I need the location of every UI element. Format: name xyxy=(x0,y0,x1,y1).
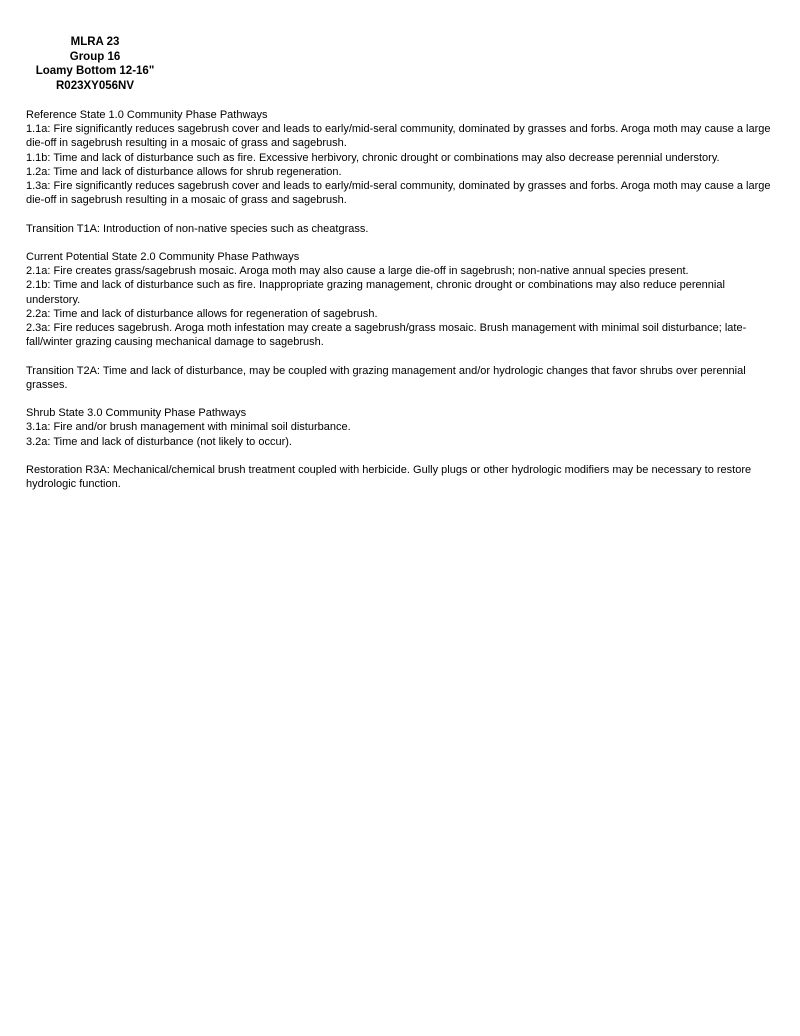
pathway-1-3a: 1.3a: Fire significantly reduces sagebrush cover and leads to early/mid-seral community, dominated by grasses and forbs. Aroga moth may cause a large die-off in sagebrush resulting in a mosaic of grass and sagebrush. xyxy=(26,180,771,207)
transition-t1a-section xyxy=(26,222,774,236)
current-state-section xyxy=(26,250,774,349)
group-label: Group 16 xyxy=(69,50,121,63)
reference-state-title: Reference State 1.0 Community Phase Pathways xyxy=(26,109,268,121)
shrub-state-title: Shrub State 3.0 Community Phase Pathways xyxy=(26,407,247,420)
shrub-state-section xyxy=(26,406,774,449)
pathway-2-3a: 2.3a: Fire reduces sagebrush. Aroga moth infestation may create a sagebrush/grass mosaic. Brush management with minimal soil disturbance; late-fall/winter grazing causing mechanical damage to sagebrush. xyxy=(26,322,747,349)
restoration-r3a-section xyxy=(26,463,774,491)
pathway-2-1a: 2.1a: Fire creates grass/sagebrush mosaic. Aroga moth may also cause a large die-off in sagebrush; non-native annual species present. xyxy=(26,265,689,278)
pathway-2-1b: 2.1b: Time and lack of disturbance such as fire. Inappropriate grazing management, chronic drought or combinations may also reduce perennial understory. xyxy=(26,279,725,306)
document-body xyxy=(26,108,774,506)
pathway-1-1b: 1.1b: Time and lack of disturbance such as fire. Excessive herbivory, chronic drought or combinations may also decrease perennial understory. xyxy=(26,151,720,164)
transition-t2a: Transition T2A: Time and lack of disturbance, may be coupled with grazing management and/or hydrologic changes that favor shrubs over perennial grasses. xyxy=(26,364,746,391)
pathway-3-2a: 3.2a: Time and lack of disturbance (not likely to occur). xyxy=(26,435,292,448)
pathway-1-1a: 1.1a: Fire significantly reduces sagebrush cover and leads to early/mid-seral community, dominated by grasses and forbs. Aroga moth may cause a large die-off in sagebrush resulting in a mosaic of grass and sagebrush. xyxy=(26,123,771,150)
site-name: Loamy Bottom 12-16" xyxy=(35,65,155,77)
reference-state-section xyxy=(26,108,774,207)
mlra-label: MLRA 23 xyxy=(70,36,120,48)
document-header xyxy=(26,35,164,93)
site-id: R023XY056NV xyxy=(56,79,134,92)
transition-t2a-section xyxy=(26,364,774,392)
restoration-r3a: Restoration R3A: Mechanical/chemical brush treatment coupled with herbicide. Gully plugs or other hydrologic modifiers may be necessary to restore hydrologic function. xyxy=(26,464,752,491)
pathway-2-2a: 2.2a: Time and lack of disturbance allows for regeneration of sagebrush. xyxy=(26,307,378,320)
pathway-3-1a: 3.1a: Fire and/or brush management with minimal soil disturbance. xyxy=(26,421,351,434)
transition-t1a: Transition T1A: Introduction of non-native species such as cheatgrass. xyxy=(26,222,369,235)
pathway-1-2a: 1.2a: Time and lack of disturbance allows for shrub regeneration. xyxy=(26,165,342,178)
current-state-title: Current Potential State 2.0 Community Phase Pathways xyxy=(26,251,300,263)
